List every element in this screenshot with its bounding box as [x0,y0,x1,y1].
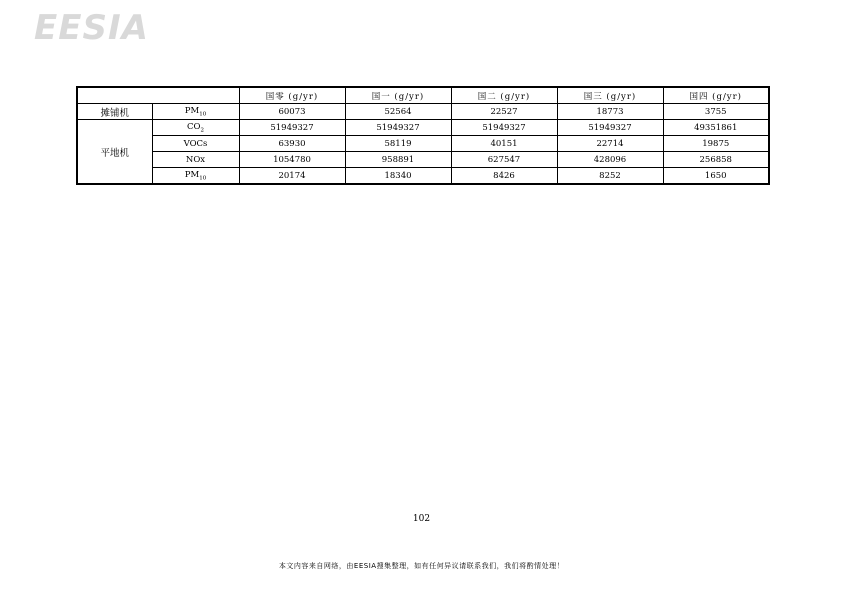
pollutant-name: CO [187,121,201,132]
table-cell: 8426 [451,168,557,185]
table-row [77,168,769,185]
table-cell: 51949327 [557,120,663,136]
table-cell: 40151 [451,136,557,152]
pollutant-name: VOCs [183,138,208,149]
table-cell: 58119 [345,136,451,152]
table-cell: 627547 [451,152,557,168]
pollutant-subscript: 10 [199,175,207,182]
table-cell: 1650 [663,168,769,185]
header-guo4: 国四 (g/yr) [663,87,769,104]
header-guo1: 国一 (g/yr) [345,87,451,104]
table-row [77,152,769,168]
emissions-table [76,86,770,185]
table-cell: 256858 [663,152,769,168]
pollutant-label [152,136,239,152]
table-cell: 18773 [557,104,663,120]
table-cell: 52564 [345,104,451,120]
table-cell: 428096 [557,152,663,168]
table-cell: 22527 [451,104,557,120]
pollutant-name: NOx [185,154,206,165]
table-row [77,136,769,152]
header-guo3: 国三 (g/yr) [557,87,663,104]
table-cell: 63930 [239,136,345,152]
header-guo2: 国二 (g/yr) [451,87,557,104]
pollutant-label [152,152,239,168]
table-cell: 19875 [663,136,769,152]
table-row [77,104,769,120]
pollutant-label [152,168,239,185]
pollutant-label [152,120,239,136]
table-row [77,120,769,136]
table-cell: 51949327 [451,120,557,136]
table-cell: 51949327 [345,120,451,136]
pollutant-name: PM [184,105,200,116]
table-cell: 20174 [239,168,345,185]
pollutant-subscript: 10 [199,111,207,118]
header-guo0: 国零 (g/yr) [239,87,345,104]
page-number: 102 [412,514,431,524]
table-cell: 60073 [239,104,345,120]
header-empty-cell [77,87,239,104]
table-cell: 1054780 [239,152,345,168]
pollutant-subscript: 2 [200,127,204,134]
machine-label-paver: 摊铺机 [77,104,152,120]
table-cell: 8252 [557,168,663,185]
table-cell: 51949327 [239,120,345,136]
footer-disclaimer: 本文内容来自网络，由EESIA搜集整理，如有任何异议请联系我们，我们将酌情处理！ [278,562,565,570]
pollutant-label [152,104,239,120]
table-header-row [77,87,769,104]
table-cell: 18340 [345,168,451,185]
table-cell: 22714 [557,136,663,152]
table-cell: 49351861 [663,120,769,136]
pollutant-name: PM [184,169,200,180]
table-cell: 3755 [663,104,769,120]
table-cell: 958891 [345,152,451,168]
machine-label-grader: 平地机 [77,120,152,185]
eesia-logo: EESIA [34,8,149,48]
